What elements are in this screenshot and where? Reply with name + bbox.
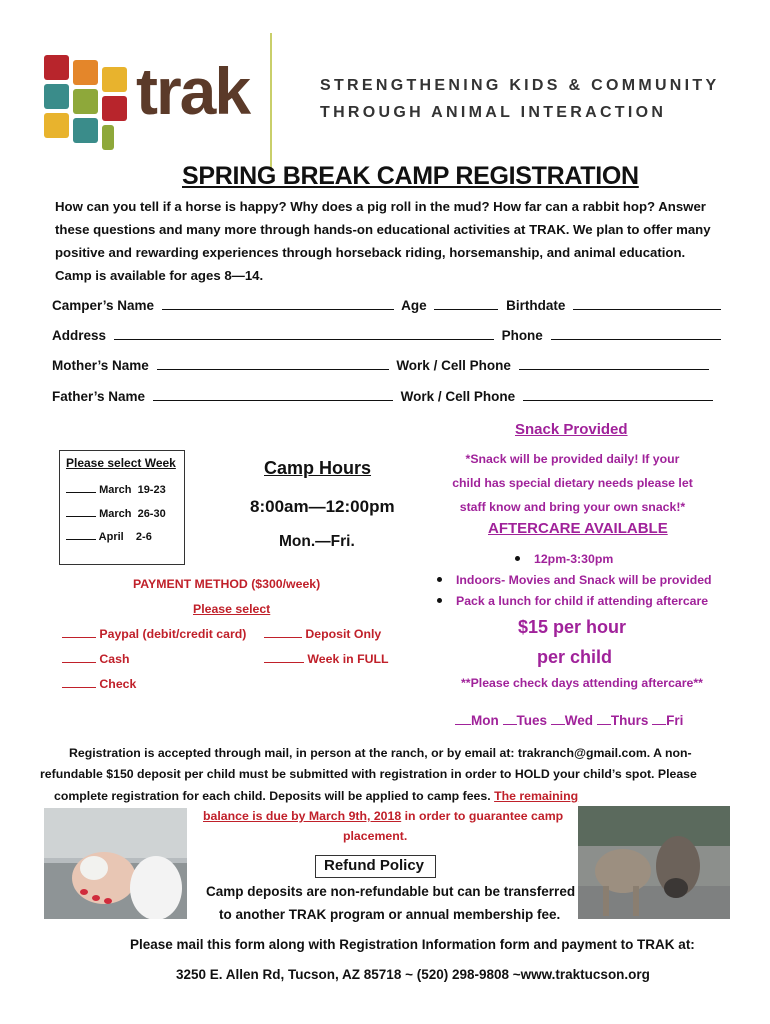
week-option-label: April 2-6 bbox=[98, 531, 152, 543]
camp-hours-heading: Camp Hours bbox=[264, 458, 372, 478]
day-label-tues: Tues bbox=[516, 713, 548, 728]
phone-label: Phone bbox=[501, 328, 543, 343]
address-label: Address bbox=[52, 328, 107, 343]
payment-heading: PAYMENT METHOD ($300/week) bbox=[133, 577, 321, 591]
aftercare-note: **Please check days attending aftercare** bbox=[461, 676, 703, 690]
paypal-label: Paypal (debit/credit card) bbox=[99, 627, 247, 641]
refund-policy-box bbox=[315, 855, 436, 878]
registration-remaining-text: The remaining bbox=[494, 789, 579, 803]
tagline-line-1: STRENGTHENING KIDS & COMMUNITY bbox=[320, 77, 720, 94]
camp-hours-time: 8:00am—12:00pm bbox=[250, 497, 395, 516]
camper-name-field[interactable] bbox=[162, 297, 394, 310]
deposit-blank[interactable] bbox=[264, 627, 302, 638]
day-blank[interactable] bbox=[503, 714, 517, 725]
aftercare-price-line-2: per child bbox=[537, 647, 613, 667]
week-option-label: March 19-23 bbox=[99, 484, 166, 496]
aftercare-bullet bbox=[437, 573, 712, 587]
mother-work-phone-field[interactable] bbox=[519, 357, 709, 370]
cash-blank[interactable] bbox=[62, 652, 96, 663]
full-week-blank[interactable] bbox=[264, 652, 304, 663]
aftercare-heading: AFTERCARE AVAILABLE bbox=[488, 520, 668, 537]
father-name-label: Father’s Name bbox=[52, 389, 146, 404]
rabbit-tile-icon bbox=[102, 67, 127, 92]
mother-name-field[interactable] bbox=[157, 357, 389, 370]
day-label-mon: Mon bbox=[471, 713, 499, 728]
payment-subheading: Please select bbox=[193, 602, 271, 616]
snack-line: staff know and bring your own snack!* bbox=[459, 500, 686, 514]
week-option[interactable] bbox=[66, 506, 166, 520]
registration-line-4 bbox=[203, 809, 563, 823]
day-blank[interactable] bbox=[551, 714, 565, 725]
week-option-label: March 26-30 bbox=[99, 508, 166, 520]
camper-row bbox=[52, 297, 725, 313]
trak-logo-mark bbox=[44, 55, 128, 139]
intro-line: How can you tell if a horse is happy? Why does a pig roll in the mud? How far can a rabbit hop? Answer bbox=[55, 199, 706, 214]
payment-option-cash[interactable] bbox=[62, 652, 130, 666]
phone-field[interactable] bbox=[551, 327, 721, 340]
week-option[interactable] bbox=[66, 482, 166, 496]
header-divider bbox=[270, 33, 272, 168]
father-name-field[interactable] bbox=[153, 388, 393, 401]
week-checkbox-blank[interactable] bbox=[66, 529, 96, 540]
mail-instructions: Please mail this form along with Registration Information form and payment to TRAK at: bbox=[130, 937, 695, 952]
address-field[interactable] bbox=[114, 327, 494, 340]
pig-tile-icon bbox=[102, 125, 114, 150]
payment-option-full-week[interactable] bbox=[264, 652, 389, 666]
dog-tile-icon bbox=[102, 96, 127, 121]
page-title: SPRING BREAK CAMP REGISTRATION bbox=[182, 162, 639, 190]
intro-line: positive and rewarding experiences through horseback riding, horsemanship, and animal education. bbox=[55, 245, 686, 260]
payment-option-check[interactable] bbox=[62, 677, 136, 691]
horse-tile-icon bbox=[44, 55, 69, 80]
bullet-dot-icon bbox=[437, 577, 442, 582]
sheep-tile-icon bbox=[44, 113, 69, 138]
refund-heading: Refund Policy bbox=[324, 857, 425, 874]
age-label: Age bbox=[401, 298, 427, 313]
bullet-dot-icon bbox=[515, 556, 520, 561]
mother-name-label: Mother’s Name bbox=[52, 358, 149, 373]
payment-option-paypal[interactable] bbox=[62, 627, 246, 641]
father-work-phone-field[interactable] bbox=[523, 388, 713, 401]
day-blank[interactable] bbox=[652, 714, 666, 725]
registration-line-2: refundable $150 deposit per child must be submitted with registration in order to HOLD your child’s spot. Please bbox=[40, 767, 697, 781]
child-holding-chick-photo bbox=[44, 808, 187, 919]
week-box-header: Please select Week bbox=[66, 456, 176, 470]
week-selection-box bbox=[59, 450, 185, 565]
snack-text bbox=[440, 447, 705, 519]
chicken-tile-icon bbox=[44, 84, 69, 109]
intro-line: Camp is available for ages 8—14. bbox=[55, 268, 264, 283]
refund-line-1: Camp deposits are non-refundable but can be transferred bbox=[206, 884, 576, 899]
registration-line-5: placement. bbox=[343, 829, 408, 843]
aftercare-bullet bbox=[437, 594, 708, 608]
aftercare-bullet bbox=[515, 552, 613, 566]
bird-tile-icon bbox=[73, 60, 98, 85]
week-option[interactable] bbox=[66, 529, 152, 543]
donkeys-photo bbox=[578, 806, 730, 919]
day-label-thurs: Thurs bbox=[610, 713, 649, 728]
aftercare-bullet-text: 12pm-3:30pm bbox=[534, 552, 614, 566]
mother-row bbox=[52, 357, 713, 373]
week-checkbox-blank[interactable] bbox=[66, 482, 96, 493]
refund-line-2: to another TRAK program or annual membership fee. bbox=[219, 907, 561, 922]
aftercare-bullet-text: Indoors- Movies and Snack will be provided bbox=[456, 573, 712, 587]
snack-line: child has special dietary needs please let bbox=[452, 476, 693, 490]
registration-line-4-text: in order to guarantee camp bbox=[404, 809, 564, 823]
contact-address: 3250 E. Allen Rd, Tucson, AZ 85718 ~ (520) 298-9808 ~www.traktucson.org bbox=[176, 967, 650, 982]
snack-line: *Snack will be provided daily! If your bbox=[465, 452, 680, 466]
birthdate-label: Birthdate bbox=[506, 298, 566, 313]
day-label-wed: Wed bbox=[564, 713, 594, 728]
father-row bbox=[52, 388, 717, 404]
snack-heading: Snack Provided bbox=[515, 421, 628, 438]
deposit-label: Deposit Only bbox=[305, 627, 382, 641]
bullet-dot-icon bbox=[437, 598, 442, 603]
cash-label: Cash bbox=[99, 652, 130, 666]
day-blank[interactable] bbox=[455, 714, 471, 725]
registration-line-1: Registration is accepted through mail, in person at the ranch, or by email at: trakranch@gmail.com. A non- bbox=[69, 746, 692, 760]
address-row bbox=[52, 327, 725, 343]
cat-tile-icon bbox=[73, 118, 98, 143]
check-label: Check bbox=[99, 677, 137, 691]
mother-work-phone-label: Work / Cell Phone bbox=[396, 358, 511, 373]
aftercare-price-line-1: $15 per hour bbox=[518, 617, 627, 637]
week-checkbox-blank[interactable] bbox=[66, 506, 96, 517]
aftercare-bullet-text: Pack a lunch for child if attending aftercare bbox=[456, 594, 709, 608]
camp-hours-days: Mon.—Fri. bbox=[279, 533, 355, 550]
paypal-blank[interactable] bbox=[62, 627, 96, 638]
check-blank[interactable] bbox=[62, 677, 96, 688]
birthdate-field[interactable] bbox=[573, 297, 721, 310]
intro-paragraph bbox=[55, 195, 735, 287]
age-field[interactable] bbox=[434, 297, 498, 310]
intro-line: these questions and many more through hands-on educational activities at TRAK. We plan to offer many bbox=[55, 222, 711, 237]
payment-option-deposit[interactable] bbox=[264, 627, 381, 641]
logo-wordmark: trak bbox=[136, 54, 250, 128]
registration-line-3-text: complete registration for each child. Deposits will be applied to camp fees. bbox=[54, 789, 491, 803]
goat-tile-icon bbox=[73, 89, 98, 114]
day-label-fri: Fri bbox=[666, 713, 684, 728]
balance-due-date: balance is due by March 9th, 2018 bbox=[203, 809, 402, 823]
full-week-label: Week in FULL bbox=[307, 652, 389, 666]
registration-line-3 bbox=[54, 789, 578, 803]
camper-name-label: Camper’s Name bbox=[52, 298, 155, 313]
father-work-phone-label: Work / Cell Phone bbox=[400, 389, 516, 404]
aftercare-days-row bbox=[455, 713, 683, 728]
day-blank[interactable] bbox=[597, 714, 611, 725]
tagline-line-2: THROUGH ANIMAL INTERACTION bbox=[320, 104, 667, 121]
